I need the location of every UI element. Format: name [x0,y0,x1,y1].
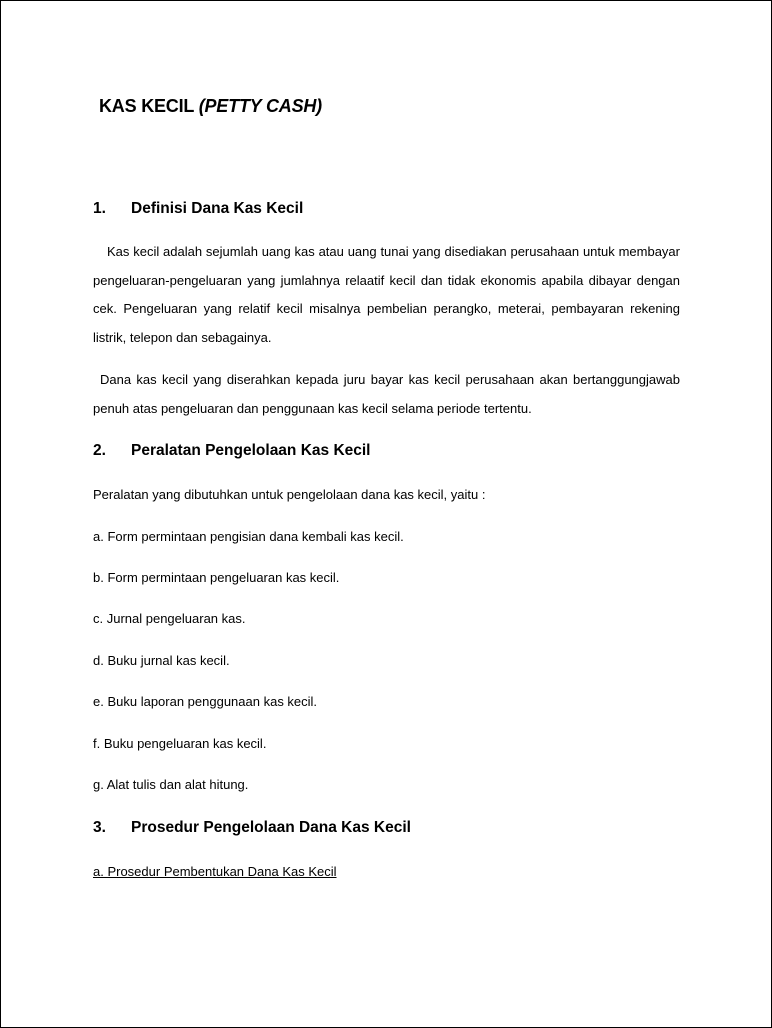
section-3-subheading: a. Prosedur Pembentukan Dana Kas Kecil [93,864,337,879]
list-item: g. Alat tulis dan alat hitung. [93,777,249,792]
list-item: f. Buku pengeluaran kas kecil. [93,736,267,751]
section-1-title: Definisi Dana Kas Kecil [131,200,304,217]
section-3-number: 3. [93,819,106,836]
list-item: e. Buku laporan penggunaan kas kecil. [93,694,318,709]
section-1-number: 1. [93,200,106,217]
section-3-title: Prosedur Pengelolaan Dana Kas Kecil [131,819,411,836]
list-item: c. Jurnal pengeluaran kas. [93,611,246,626]
title-italic: (PETTY CASH) [198,96,322,116]
section-1-paragraph-1: Kas kecil adalah sejumlah uang kas atau uang tunai yang disediakan perusahaan untuk membayar pengeluaran-pengeluaran yang jumlahnya relaatif kecil dan tidak ekonomis apabila dibayar dengan cek. Pengeluaran yang relatif kecil misalnya pembelian perangko, meterai, pembayaran rekening listrik, telepon dan sebagainya. [93,244,680,345]
section-3-heading [93,819,411,837]
section-2-heading [93,442,371,460]
list-item: d. Buku jurnal kas kecil. [93,653,230,668]
document-title [99,96,322,117]
list-item: b. Form permintaan pengeluaran kas kecil. [93,570,340,585]
title-main: KAS KECIL [99,96,199,116]
section-1-heading [93,200,303,218]
section-2-intro: Peralatan yang dibutuhkan untuk pengelolaan dana kas kecil, yaitu : [93,487,486,502]
section-2-number: 2. [93,442,106,459]
section-1-paragraph-2: Dana kas kecil yang diserahkan kepada juru bayar kas kecil perusahaan akan bertanggungjawab penuh atas pengeluaran dan penggunaan kas kecil selama periode tertentu. [93,372,680,416]
section-2-title: Peralatan Pengelolaan Kas Kecil [131,442,371,459]
list-item: a. Form permintaan pengisian dana kembali kas kecil. [93,529,404,544]
